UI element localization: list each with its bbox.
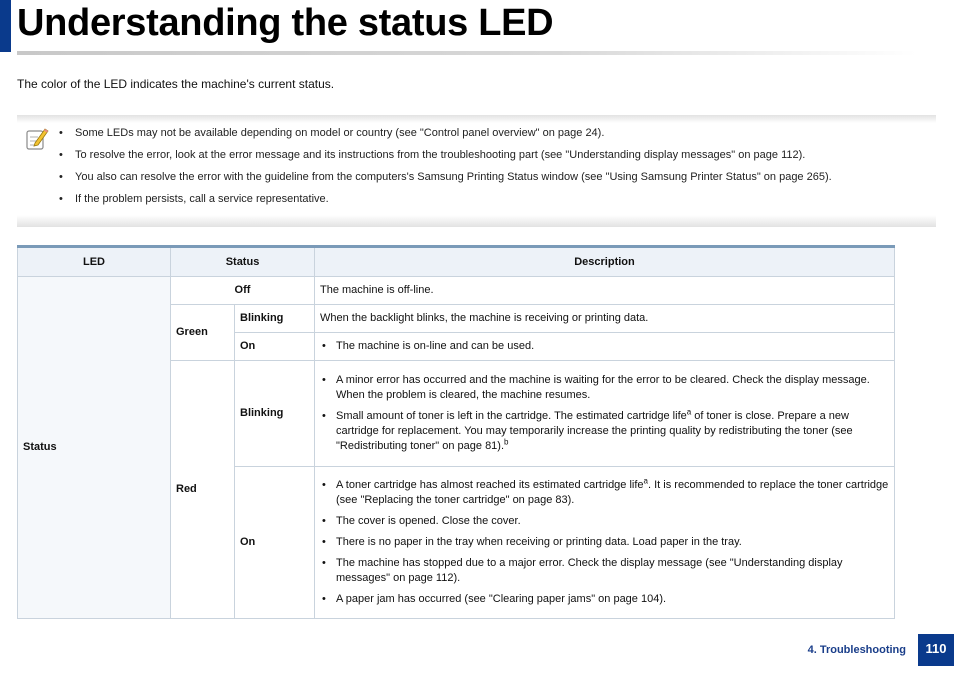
note-list [17,126,832,214]
note-item: • Some LEDs may not be available depending on model or country (see "Control panel overview" on page 24). [59,127,605,139]
description-green-on [315,333,895,361]
status-red-blinking: Blinking [235,361,315,467]
list-item: • The machine is on-line and can be used. [322,340,535,352]
status-led-table [17,245,895,619]
list-item: • The machine has stopped due to a major error. Check the display message (see "Understanding display messages" on page 112). [322,557,843,584]
list-item: • A toner cartridge has almost reached its estimated cartridge life$^a$. It is recommended to replace the toner cartridge (see "Replacing the toner cartridge" on page 83). [322,476,889,506]
status-off: Off [171,277,315,305]
description-red-blinking [315,361,895,467]
page-title: Understanding the status LED [17,2,554,44]
header-status: Status [171,247,315,277]
note-box [17,115,936,227]
table-header-row [18,247,895,277]
title-divider [17,51,917,55]
page-number: 110 [918,634,954,666]
title-accent-bar [0,0,11,52]
description-green-blinking: When the backlight blinks, the machine is receiving or printing data. [315,305,895,333]
list-item: • A minor error has occurred and the machine is waiting for the error to be cleared. Check the display message. When the problem is cleared, the machine resumes. [322,374,870,401]
status-red-on: On [235,467,315,619]
note-item: • You also can resolve the error with the guideline from the computers's Samsung Printing Status window (see "Using Samsung Printer Status" on page 265). [59,171,832,183]
note-item: • If the problem persists, call a service representative. [59,193,329,205]
table-row [18,277,895,305]
header-led: LED [18,247,171,277]
status-green-blinking: Blinking [235,305,315,333]
header-description: Description [315,247,895,277]
list-item: • Small amount of toner is left in the cartridge. The estimated cartridge life$^a$ of toner is close. Prepare a new cartridge for replacement. You may temporarily increase the printing quality by redistributing the toner (see "Redistributing toner" on page 81).$^b$ [322,407,853,452]
led-name-cell: Status [18,277,171,619]
status-green: Green [171,305,235,361]
intro-text: The color of the LED indicates the machine's current status. [17,77,335,91]
footer-section-label: 4. Troubleshooting [807,644,906,656]
status-green-on: On [235,333,315,361]
note-item: • To resolve the error, look at the error message and its instructions from the troubleshooting part (see "Understanding display messages" on page 112). [59,149,806,161]
status-red: Red [171,361,235,619]
list-item: • A paper jam has occurred (see "Clearing paper jams" on page 104). [322,593,667,605]
list-item: • There is no paper in the tray when receiving or printing data. Load paper in the tray. [322,536,742,548]
description-red-on [315,467,895,619]
description-off: The machine is off-line. [315,277,895,305]
list-item: • The cover is opened. Close the cover. [322,515,521,527]
